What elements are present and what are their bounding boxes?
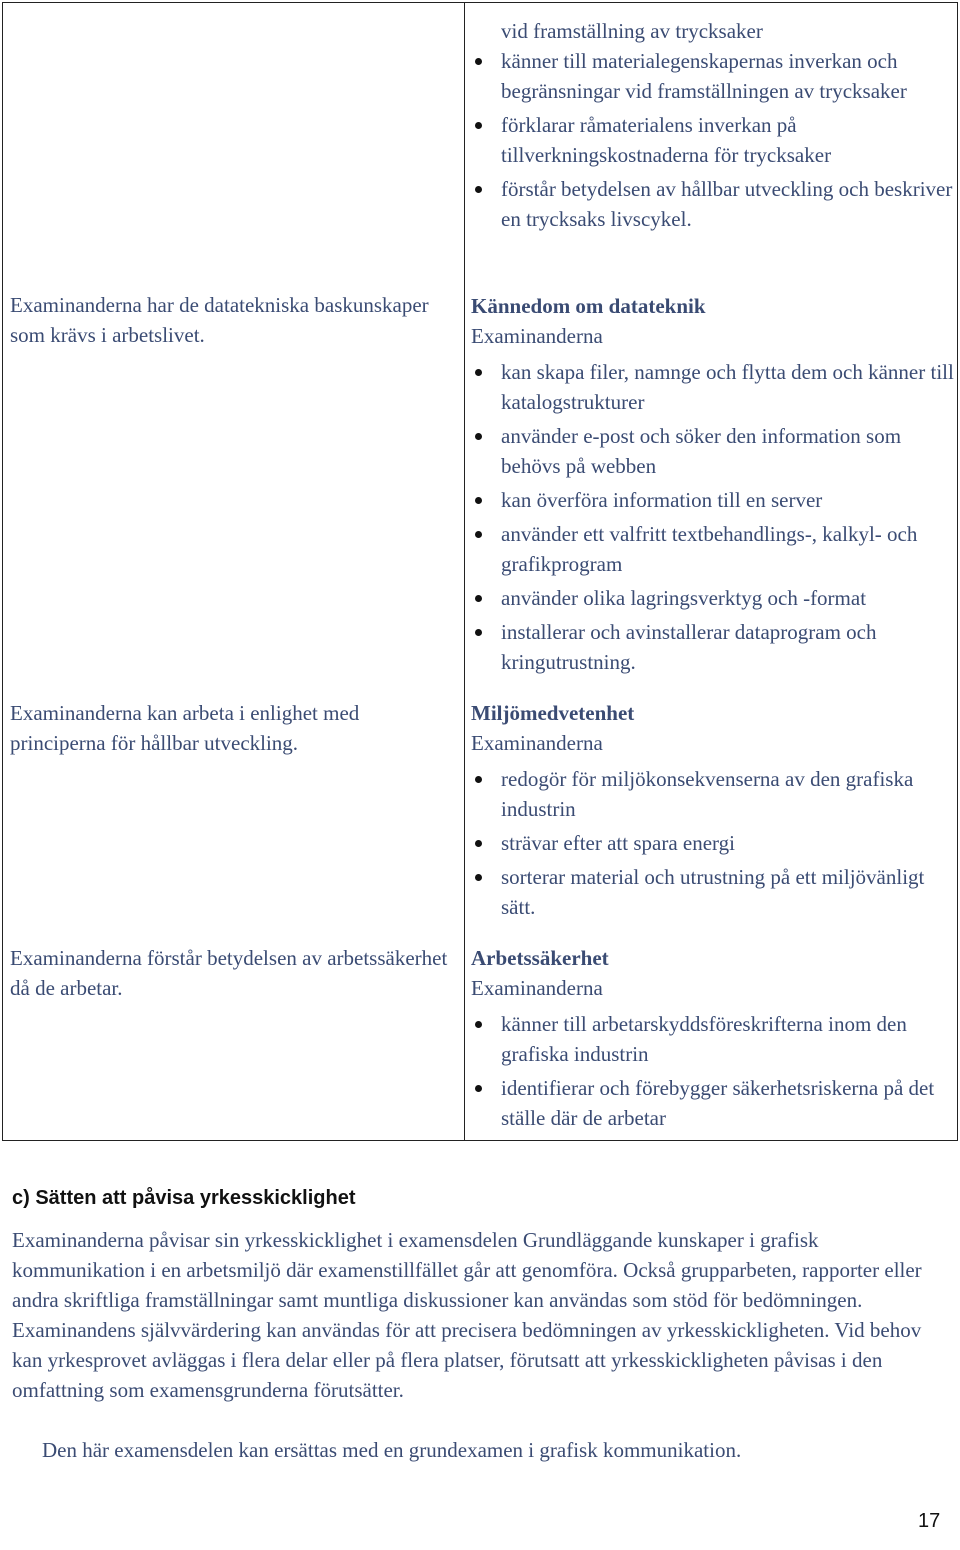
bullet-icon (475, 58, 482, 65)
bullet-icon (475, 1085, 482, 1092)
list-item: känner till arbetarskyddsföreskrifterna inom den grafiska industrin (471, 1009, 956, 1069)
bullet-icon (475, 595, 482, 602)
list-item: förstår betydelsen av hållbar utveckling och beskriver en trycksaks livscykel. (471, 174, 956, 234)
list-item: sorterar material och utrustning på ett miljövänligt sätt. (471, 862, 956, 922)
list-item: strävar efter att spara energi (471, 828, 956, 858)
safety-section (471, 943, 956, 1137)
bullet-icon (475, 497, 482, 504)
list-item: förklarar råmaterialens inverkan på tillverkningskostnaderna för trycksaker (471, 110, 956, 170)
section-c-paragraph: Examinanderna påvisar sin yrkesskicklighet i examensdelen Grundläggande kunskaper i grafisk kommunikation i en arbetsmiljö där examenstillfället går att genomföra. Också grupparbeten, rapporter eller andra skriftliga framställningar samt muntliga diskussioner kan användas som stöd för bedömningen. Examinandens självvärdering kan användas för att precisera bedömningen av yrkesskickligheten. Vid behov kan yrkesprovet avläggas i flera delar eller på flera platser, förutsatt att yrkesskickligheten påvisas i den omfattning som examensgrunderna förutsätter. (12, 1228, 922, 1402)
data-tech-subhead: Examinanderna (471, 324, 603, 348)
environment-bullet-list (471, 764, 956, 922)
intro-line: vid framställning av trycksaker (501, 19, 763, 43)
intro-section (471, 16, 956, 238)
safety-subhead: Examinanderna (471, 976, 603, 1000)
list-item: känner till materialegenskapernas inverkan och begränsningar vid framställningen av trycksaker (471, 46, 956, 106)
list-item: identifierar och förebygger säkerhetsriskerna på det ställe där de arbetar (471, 1073, 956, 1133)
list-item: använder ett valfritt textbehandlings-, kalkyl- och grafikprogram (471, 519, 956, 579)
bullet-icon (475, 186, 482, 193)
data-tech-section (471, 291, 956, 681)
environment-heading: Miljömedvetenhet (471, 701, 635, 725)
list-item: redogör för miljökonsekvenserna av den grafiska industrin (471, 764, 956, 824)
list-item: installerar och avinstallerar dataprogram och kringutrustning. (471, 617, 956, 677)
left-item-work-safety: Examinanderna förstår betydelsen av arbetssäkerhet då de arbetar. (10, 946, 448, 1000)
intro-bullet-list (471, 46, 956, 234)
page-number: 17 (918, 1510, 941, 1532)
bullet-icon (475, 531, 482, 538)
bullet-icon (475, 776, 482, 783)
criteria-table (2, 2, 958, 1141)
list-item: kan skapa filer, namnge och flytta dem och känner till katalogstrukturer (471, 357, 956, 417)
safety-heading: Arbetssäkerhet (471, 946, 609, 970)
bullet-icon (475, 433, 482, 440)
data-tech-heading: Kännedom om datateknik (471, 294, 706, 318)
bullet-icon (475, 629, 482, 636)
bullet-icon (475, 840, 482, 847)
bullet-icon (475, 874, 482, 881)
list-item: använder e-post och söker den information som behövs på webben (471, 421, 956, 481)
environment-subhead: Examinanderna (471, 731, 603, 755)
bullet-icon (475, 1021, 482, 1028)
left-column (3, 3, 464, 1140)
left-item-sustainability: Examinanderna kan arbeta i enlighet med principerna för hållbar utveckling. (10, 701, 360, 755)
section-c-replacement-note: Den här examensdelen kan ersättas med en grundexamen i grafisk kommunikation. (42, 1438, 742, 1462)
column-divider (464, 3, 465, 1140)
safety-bullet-list (471, 1009, 956, 1133)
list-item: använder olika lagringsverktyg och -format (471, 583, 956, 613)
list-item: kan överföra information till en server (471, 485, 956, 515)
data-tech-bullet-list (471, 357, 956, 677)
left-item-data-skills: Examinanderna har de datatekniska baskunskaper som krävs i arbetslivet. (10, 293, 429, 347)
environment-section (471, 698, 956, 926)
bullet-icon (475, 122, 482, 129)
section-c-title: c) Sätten att påvisa yrkesskicklighet (12, 1187, 356, 1209)
bullet-icon (475, 369, 482, 376)
